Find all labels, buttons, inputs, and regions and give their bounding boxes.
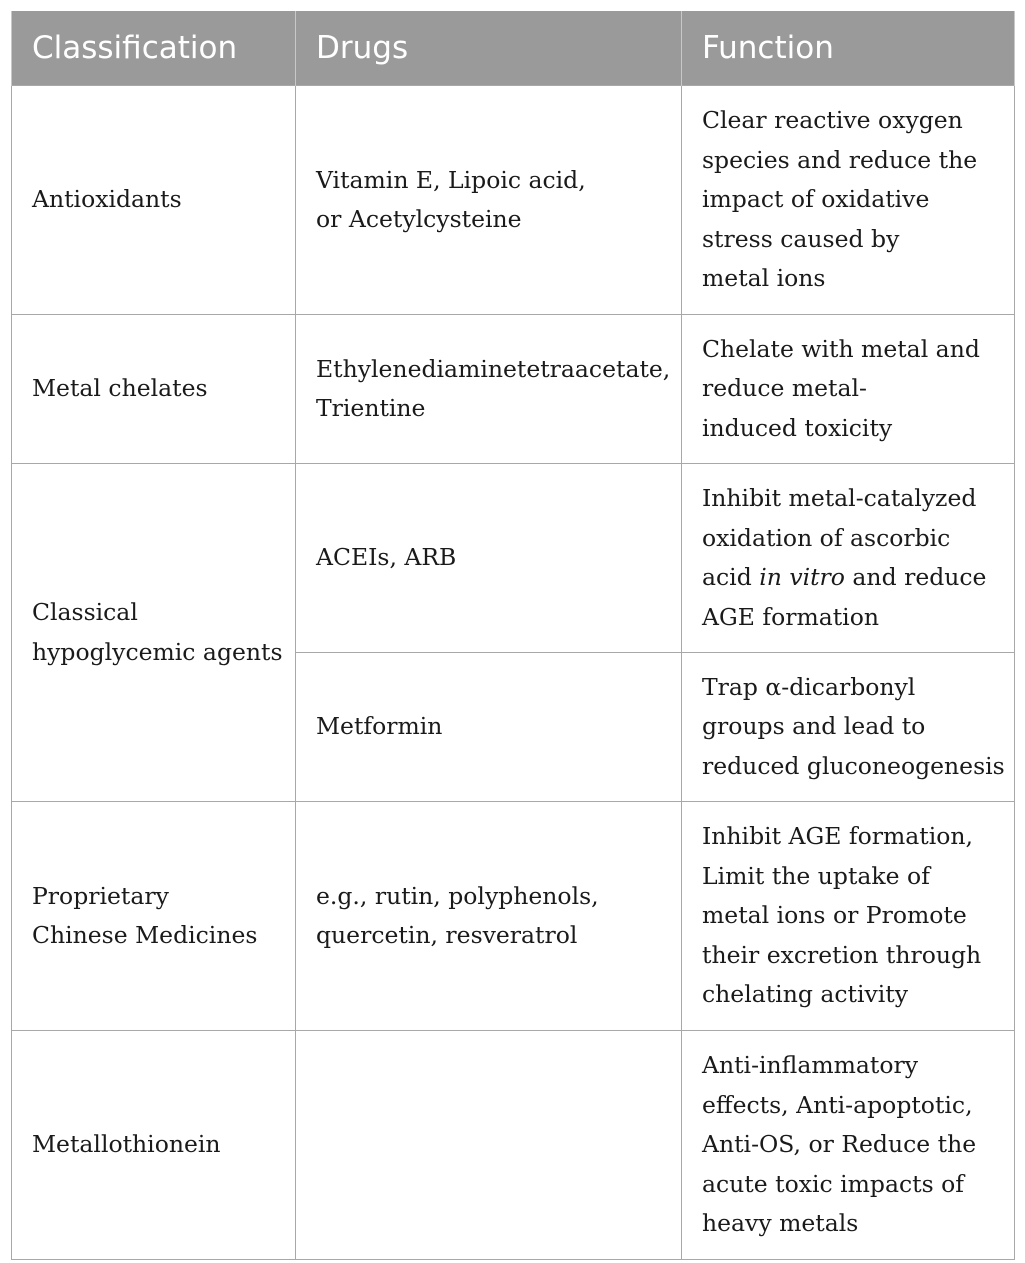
table-row — [12, 1031, 1015, 1260]
cell-line: reduced gluconeogenesis — [702, 751, 1005, 780]
cell-line: Trientine — [316, 394, 426, 422]
cell-text: acid — [702, 563, 760, 591]
cell-line: Inhibit metal-catalyzed — [702, 484, 977, 512]
cell-line: Inhibit AGE formation, — [702, 822, 973, 851]
cell-function — [682, 1031, 1015, 1260]
cell-line: Anti-OS, or Reduce the — [702, 1130, 977, 1159]
header-row — [12, 11, 1015, 86]
cell-line: Proprietary — [32, 881, 169, 910]
cell-function — [682, 653, 1015, 802]
cell-line: Chinese Medicines — [32, 921, 258, 949]
cell-function — [682, 315, 1015, 464]
cell-line — [702, 558, 1006, 598]
cell-line: acute toxic impacts of — [702, 1169, 964, 1198]
cell-drugs — [296, 653, 682, 802]
cell-line: metal ions — [702, 264, 826, 293]
cell-line: Vitamin E, Lipoic acid, — [316, 165, 586, 194]
cell-classification — [12, 464, 296, 802]
cell-line: Anti-inflammatory — [702, 1051, 919, 1080]
table-row — [12, 315, 1015, 464]
header-classification: Classification — [12, 11, 296, 86]
cell-line: impact of oxidative — [702, 185, 930, 214]
cell-line: oxidation of ascorbic — [702, 523, 951, 552]
cell-line: stress caused by — [702, 224, 900, 253]
cell-line: Ethylenediaminetetraacetate, — [316, 354, 671, 383]
cell-drugs — [296, 86, 682, 315]
cell-line: species and reduce the — [702, 145, 978, 174]
cell-line: their excretion through — [702, 940, 982, 969]
cell-line: Antioxidants — [32, 185, 182, 214]
cell-classification — [12, 802, 296, 1031]
header-function: Function — [682, 11, 1015, 86]
cell-function — [682, 464, 1015, 653]
table-row — [12, 86, 1015, 315]
cell-line: chelating activity — [702, 980, 908, 1009]
cell-drugs — [296, 464, 682, 653]
cell-line: Metallothionein — [32, 1130, 221, 1159]
cell-line: groups and lead to — [702, 712, 926, 741]
cell-line: Trap α-dicarbonyl — [702, 672, 916, 701]
cell-line: quercetin, resveratrol — [316, 921, 578, 949]
cell-line: Metformin — [316, 712, 443, 741]
cell-line: reduce metal- — [702, 374, 867, 403]
cell-line: AGE formation — [702, 602, 879, 631]
cell-line: or Acetylcysteine — [316, 205, 522, 233]
table-row — [12, 464, 1015, 653]
cell-line: Chelate with metal and — [702, 334, 980, 363]
cell-classification — [12, 1031, 296, 1260]
cell-drugs — [296, 802, 682, 1031]
cell-function — [682, 86, 1015, 315]
cell-line: Clear reactive oxygen — [702, 106, 963, 135]
cell-text: and reduce — [844, 563, 987, 591]
italic-text: in vitro — [759, 563, 845, 591]
cell-line: Metal chelates — [32, 374, 208, 403]
cell-drugs — [296, 315, 682, 464]
cell-line: heavy metals — [702, 1209, 859, 1238]
cell-line: hypoglycemic agents — [32, 637, 283, 666]
cell-classification — [12, 315, 296, 464]
cell-line: Classical — [32, 598, 138, 626]
cell-classification — [12, 86, 296, 315]
cell-drugs-empty — [296, 1031, 682, 1260]
cell-line: ACEIs, ARB — [316, 543, 457, 572]
cell-line: effects, Anti-apoptotic, — [702, 1090, 973, 1119]
cell-line: e.g., rutin, polyphenols, — [316, 881, 599, 910]
table-row — [12, 802, 1015, 1031]
cell-line: Limit the uptake of — [702, 861, 930, 890]
cell-function — [682, 802, 1015, 1031]
cell-line: induced toxicity — [702, 413, 893, 442]
cell-line: metal ions or Promote — [702, 901, 967, 930]
drug-classification-table — [11, 11, 1014, 1260]
header-drugs: Drugs — [296, 11, 682, 86]
table — [11, 11, 1015, 1260]
